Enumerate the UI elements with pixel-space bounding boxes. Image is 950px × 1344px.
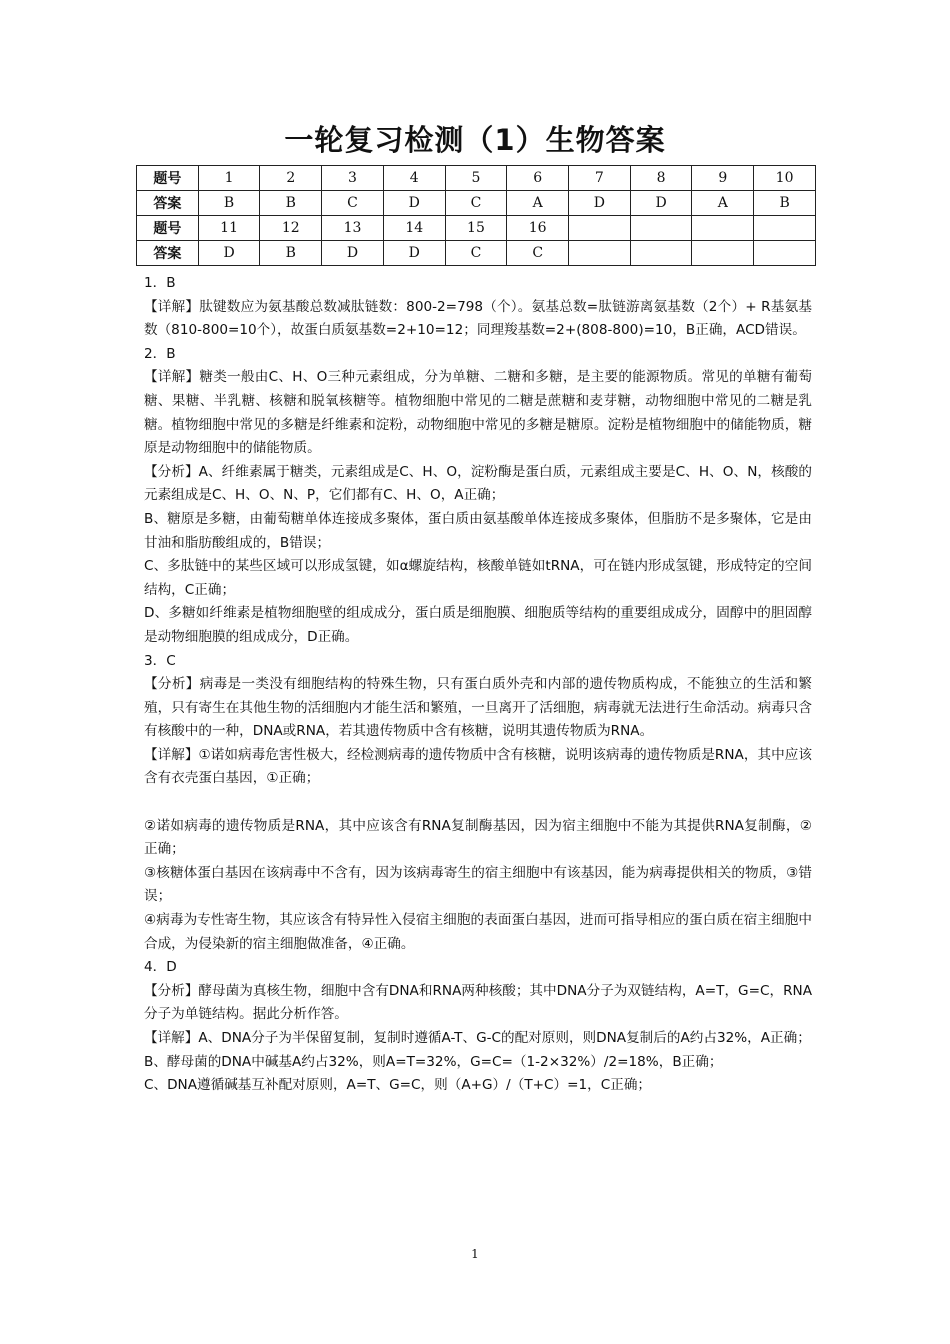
table-cell	[754, 241, 816, 266]
table-cell: 12	[260, 216, 322, 241]
table-row	[137, 241, 816, 266]
table-cell: 8	[630, 166, 692, 191]
table-cell: 1	[198, 166, 260, 191]
table-row-header: 题号	[137, 216, 199, 241]
table-cell: C	[507, 241, 569, 266]
table-cell: 13	[322, 216, 384, 241]
paragraph: ③核糖体蛋白基因在该病毒中不含有，因为该病毒寄生的宿主细胞中有该基因，能为病毒提供相关的物质，③错误；	[144, 864, 812, 905]
paragraph: B、糖原是多糖，由葡萄糖单体连接成多聚体，蛋白质由氨基酸单体连接成多聚体，但脂肪不是多聚体，它是由甘油和脂肪酸组成的，B错误；	[144, 510, 812, 551]
table-cell: B	[198, 191, 260, 216]
table-cell: 11	[198, 216, 260, 241]
table-cell	[630, 241, 692, 266]
paragraph: B、酵母菌的DNA中碱基A约占32%，则A=T=32%，G=C=（1-2×32%）/2=18%，B正确；	[144, 1053, 723, 1070]
paragraph: 【详解】糖类一般由C、H、O三种元素组成，分为单糖、二糖和多糖，是主要的能源物质。常见的单糖有葡萄糖、果糖、半乳糖、核糖和脱氧核糖等。植物细胞中常见的二糖是蔗糖和麦芽糖，动物细胞中常见的二糖是乳糖。植物细胞中常见的多糖是纤维素和淀粉，动物细胞中常见的多糖是糖原。淀粉是植物细胞中的储能物质，糖原是动物细胞中的储能物质。	[144, 369, 812, 457]
table-cell: C	[322, 191, 384, 216]
table-row	[137, 166, 816, 191]
paragraph: ④病毒为专性寄生物，其应该含有特异性入侵宿主细胞的表面蛋白基因，进而可指导相应的蛋白质在宿主细胞中合成，为侵染新的宿主细胞做准备，④正确。	[144, 912, 812, 952]
table-cell: 4	[383, 166, 445, 191]
paragraph: 【分析】病毒是一类没有细胞结构的特殊生物，只有蛋白质外壳和内部的遗传物质构成，不能独立的生活和繁殖，只有寄生在其他生物的活细胞内才能生活和繁殖，一旦离开了活细胞，病毒就无法进行生命活动。病毒只含有核酸中的一种，DNA或RNA，若其遗传物质中含有核糖，说明其遗传物质为RNA。	[144, 676, 812, 740]
table-cell	[692, 241, 754, 266]
table-cell: 6	[507, 166, 569, 191]
table-cell: B	[260, 241, 322, 266]
table-cell	[630, 216, 692, 241]
table-cell: D	[198, 241, 260, 266]
table-cell: C	[445, 241, 507, 266]
table-cell: D	[630, 191, 692, 216]
table-row-header: 答案	[137, 191, 199, 216]
table-cell: A	[507, 191, 569, 216]
table-cell: C	[445, 191, 507, 216]
page-title: 一轮复习检测（1）生物答案	[284, 123, 666, 157]
paragraph: 3．C	[144, 652, 176, 669]
table-cell	[692, 216, 754, 241]
answer-explanations	[144, 272, 812, 1098]
table-cell: 7	[569, 166, 631, 191]
table-cell: D	[569, 191, 631, 216]
table-row-header: 题号	[137, 166, 199, 191]
paragraph: C、DNA遵循碱基互补配对原则，A=T、G=C，则（A+G）/（T+C）=1，C正确；	[144, 1077, 652, 1094]
page-number: 1	[471, 1247, 479, 1261]
paragraph: 【详解】①诺如病毒危害性极大，经检测病毒的遗传物质中含有核糖，说明该病毒的遗传物质是RNA，其中应该含有衣壳蛋白基因，①正确；	[144, 746, 812, 787]
paragraph: 2．B	[144, 345, 176, 362]
table-cell: D	[322, 241, 384, 266]
paragraph: 4．D	[144, 959, 177, 976]
paragraph: C、多肽链中的某些区域可以形成氢键，如α螺旋结构，核酸单链如tRNA，可在链内形成氢键，形成特定的空间结构，C正确；	[144, 558, 812, 598]
table-cell: 9	[692, 166, 754, 191]
paragraph: 【详解】A、DNA分子为半保留复制，复制时遵循A-T、G-C的配对原则，则DNA复制后的A约占32%，A正确；	[144, 1030, 811, 1046]
table-cell: 10	[754, 166, 816, 191]
table-cell: D	[383, 241, 445, 266]
paragraph: 【详解】肽键数应为氨基酸总数减肽链数：800-2=798（个）。氨基总数=肽链游离氨基数（2个）+ R基氨基数（810-800=10个），故蛋白质氨基数=2+10=12；同理羧基数=2+(808-800)=10，B正确，ACD错误。	[144, 298, 812, 339]
paragraph: 【分析】A、纤维素属于糖类，元素组成是C、H、O，淀粉酶是蛋白质，元素组成主要是C、H、O、N，核酸的元素组成是C、H、O、N、P，它们都有C、H、O，A正确；	[144, 463, 812, 504]
table-row-header: 答案	[137, 241, 199, 266]
table-cell: 3	[322, 166, 384, 191]
paragraph: 【分析】酵母菌为真核生物，细胞中含有DNA和RNA两种核酸；其中DNA分子为双链结构，A=T，G=C，RNA分子为单链结构。据此分析作答。	[144, 982, 812, 1023]
answer-table	[136, 165, 816, 266]
table-cell	[569, 216, 631, 241]
table-cell: B	[754, 191, 816, 216]
table-cell: 2	[260, 166, 322, 191]
table-row	[137, 191, 816, 216]
table-cell	[569, 241, 631, 266]
table-cell: D	[383, 191, 445, 216]
paragraph: D、多糖如纤维素是植物细胞壁的组成成分，蛋白质是细胞膜、细胞质等结构的重要组成成分，固醇中的胆固醇是动物细胞膜的组成成分，D正确。	[144, 605, 812, 645]
table-cell: A	[692, 191, 754, 216]
table-cell	[754, 216, 816, 241]
table-cell: B	[260, 191, 322, 216]
paragraph: ②诺如病毒的遗传物质是RNA，其中应该含有RNA复制酶基因，因为宿主细胞中不能为其提供RNA复制酶，②正确；	[144, 817, 812, 858]
paragraph: 1．B	[144, 275, 176, 291]
table-cell: 5	[445, 166, 507, 191]
table-row	[137, 216, 816, 241]
table-cell: 16	[507, 216, 569, 241]
table-cell: 15	[445, 216, 507, 241]
blank-line	[144, 791, 812, 815]
table-cell: 14	[383, 216, 445, 241]
